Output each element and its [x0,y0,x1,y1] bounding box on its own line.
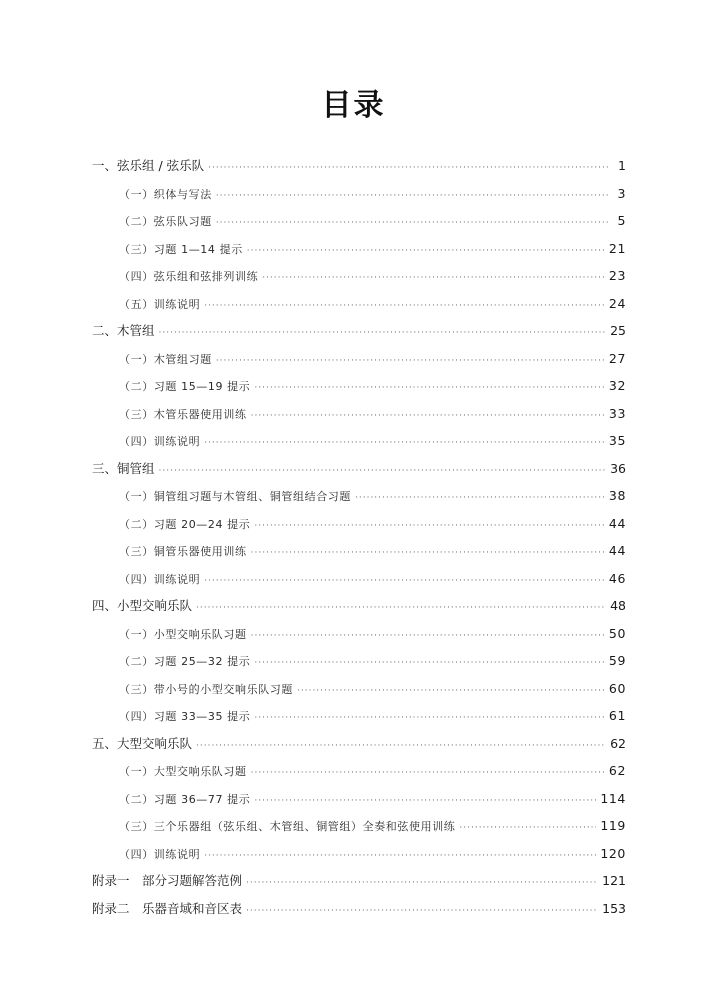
toc-page-number: 35 [608,433,626,448]
toc-entry[interactable] [92,372,626,400]
toc-entry[interactable] [92,675,626,703]
toc-entry-label: （二）习题 25—32 提示 [119,655,251,668]
dot-leader [355,485,605,513]
dot-leader [297,678,605,706]
toc-entry-label: （四）弦乐组和弦排列训练 [119,270,259,283]
toc-entry-label: （五）训练说明 [119,297,201,311]
toc-page-number: 24 [608,295,626,311]
toc-entry[interactable] [92,427,626,455]
toc-page-number: 46 [608,570,626,586]
dot-leader [159,458,607,486]
toc-page-number: 5 [617,213,626,228]
toc-entry-label: 三、铜管组 [92,460,155,476]
toc-page-number: 62 [610,735,626,751]
toc-entry-label: （一）大型交响乐队习题 [119,765,247,778]
toc-page-number: 33 [608,405,626,421]
dot-leader [196,733,606,761]
toc-page-number: 1 [618,158,626,173]
toc-entry[interactable] [92,592,626,620]
dot-leader [204,568,605,596]
toc-entry[interactable] [92,812,626,840]
dot-leader [216,348,605,376]
toc-page-number: 23 [608,268,626,283]
toc-entry-label: 五、大型交响乐队 [92,735,193,751]
toc-entry[interactable] [92,400,626,428]
toc-entry-label: 附录一 部分习题解答范例 [92,873,243,888]
toc-page-number: 62 [608,763,626,778]
toc-entry-label: 附录二 乐器音域和音区表 [92,900,243,916]
toc-entry-label: （二）弦乐队习题 [119,215,212,228]
dot-leader [216,210,608,238]
dot-leader [251,623,605,651]
toc-entry[interactable] [92,345,626,373]
dot-leader [247,238,605,266]
dot-leader [204,843,596,871]
toc-entry-label: （三）带小号的小型交响乐队习题 [119,682,293,696]
dot-leader [254,375,605,403]
dot-leader [246,870,598,898]
toc-entry-label: 一、弦乐组 / 弦乐队 [92,158,205,173]
toc-entry[interactable] [92,620,626,648]
toc-entry-label: （三）木管乐器使用训练 [119,407,247,421]
toc-page-number: 36 [610,460,626,476]
toc-entry-label: （二）习题 20—24 提示 [119,517,251,531]
toc-entry-label: （四）训练说明 [119,435,201,448]
dot-leader [254,650,605,678]
dot-leader [251,403,605,431]
toc-entry-label: （二）习题 15—19 提示 [119,380,251,393]
toc-entry[interactable] [92,180,626,208]
toc-entry-label: 四、小型交响乐队 [92,598,193,613]
toc-page-number: 38 [608,488,626,503]
dot-leader [251,540,605,568]
toc-page-number: 120 [600,845,626,861]
dot-leader [196,595,606,623]
toc-entry[interactable] [92,262,626,290]
toc-entry-label: （三）三个乐器组（弦乐组、木管组、铜管组）全奏和弦使用训练 [119,820,456,833]
toc-entry[interactable] [92,455,626,483]
toc-entry-label: （四）训练说明 [119,572,201,586]
toc-page-number: 44 [608,515,626,531]
toc-entry[interactable] [92,317,626,345]
toc-page-number: 153 [602,900,626,916]
toc-entry-label: （四）习题 33—35 提示 [119,710,251,723]
toc-entry-label: （一）铜管组习题与木管组、铜管组结合习题 [119,490,351,503]
dot-leader [254,513,605,541]
dot-leader [254,705,605,733]
toc-entry[interactable] [92,647,626,675]
toc-page-number: 61 [608,708,626,723]
dot-leader [216,183,608,211]
toc-entry[interactable] [92,867,626,895]
toc-page-number: 27 [608,350,626,366]
toc-entry[interactable] [92,510,626,538]
toc-entry[interactable] [92,482,626,510]
toc-entry[interactable] [92,537,626,565]
toc-entry-label: （一）织体与写法 [119,187,212,201]
dot-leader [459,815,596,843]
toc-entry-label: （三）铜管乐器使用训练 [119,545,247,558]
toc-entry[interactable] [92,895,626,923]
dot-leader [208,155,608,183]
toc-entry-label: 二、木管组 [92,323,155,338]
toc-entry-label: （二）习题 36—77 提示 [119,792,251,806]
toc-entry[interactable] [92,235,626,263]
toc-entry[interactable] [92,290,626,318]
dot-leader [254,788,596,816]
toc-entry[interactable] [92,757,626,785]
toc-page-number: 50 [608,625,626,641]
toc-entry[interactable] [92,840,626,868]
toc-page-number: 114 [600,790,626,806]
toc-entry[interactable] [92,730,626,758]
dot-leader [262,265,605,293]
dot-leader [246,898,598,926]
toc-entry-label: （三）习题 1—14 提示 [119,242,243,256]
toc-page-number: 21 [608,240,626,256]
dot-leader [204,293,605,321]
table-of-contents [92,152,626,922]
toc-entry-label: （四）训练说明 [119,847,201,861]
toc-entry[interactable] [92,785,626,813]
toc-page-number: 121 [602,873,626,888]
toc-page-number: 44 [608,543,626,558]
dot-leader [251,760,605,788]
toc-entry[interactable] [92,702,626,730]
toc-entry-label: （一）木管组习题 [119,352,212,366]
toc-entry[interactable] [92,565,626,593]
toc-entry-label: （一）小型交响乐队习题 [119,627,247,641]
toc-page-number: 32 [608,378,626,393]
toc-page-number: 48 [610,598,626,613]
dot-leader [204,430,605,458]
toc-page-number: 59 [608,653,626,668]
dot-leader [159,320,607,348]
toc-page-number: 119 [600,818,626,833]
toc-page-number: 25 [610,323,626,338]
toc-page-number: 60 [608,680,626,696]
toc-entry[interactable] [92,207,626,235]
toc-entry[interactable] [92,152,626,180]
page-title: 目录 [321,88,386,123]
toc-page-number: 3 [617,185,626,201]
